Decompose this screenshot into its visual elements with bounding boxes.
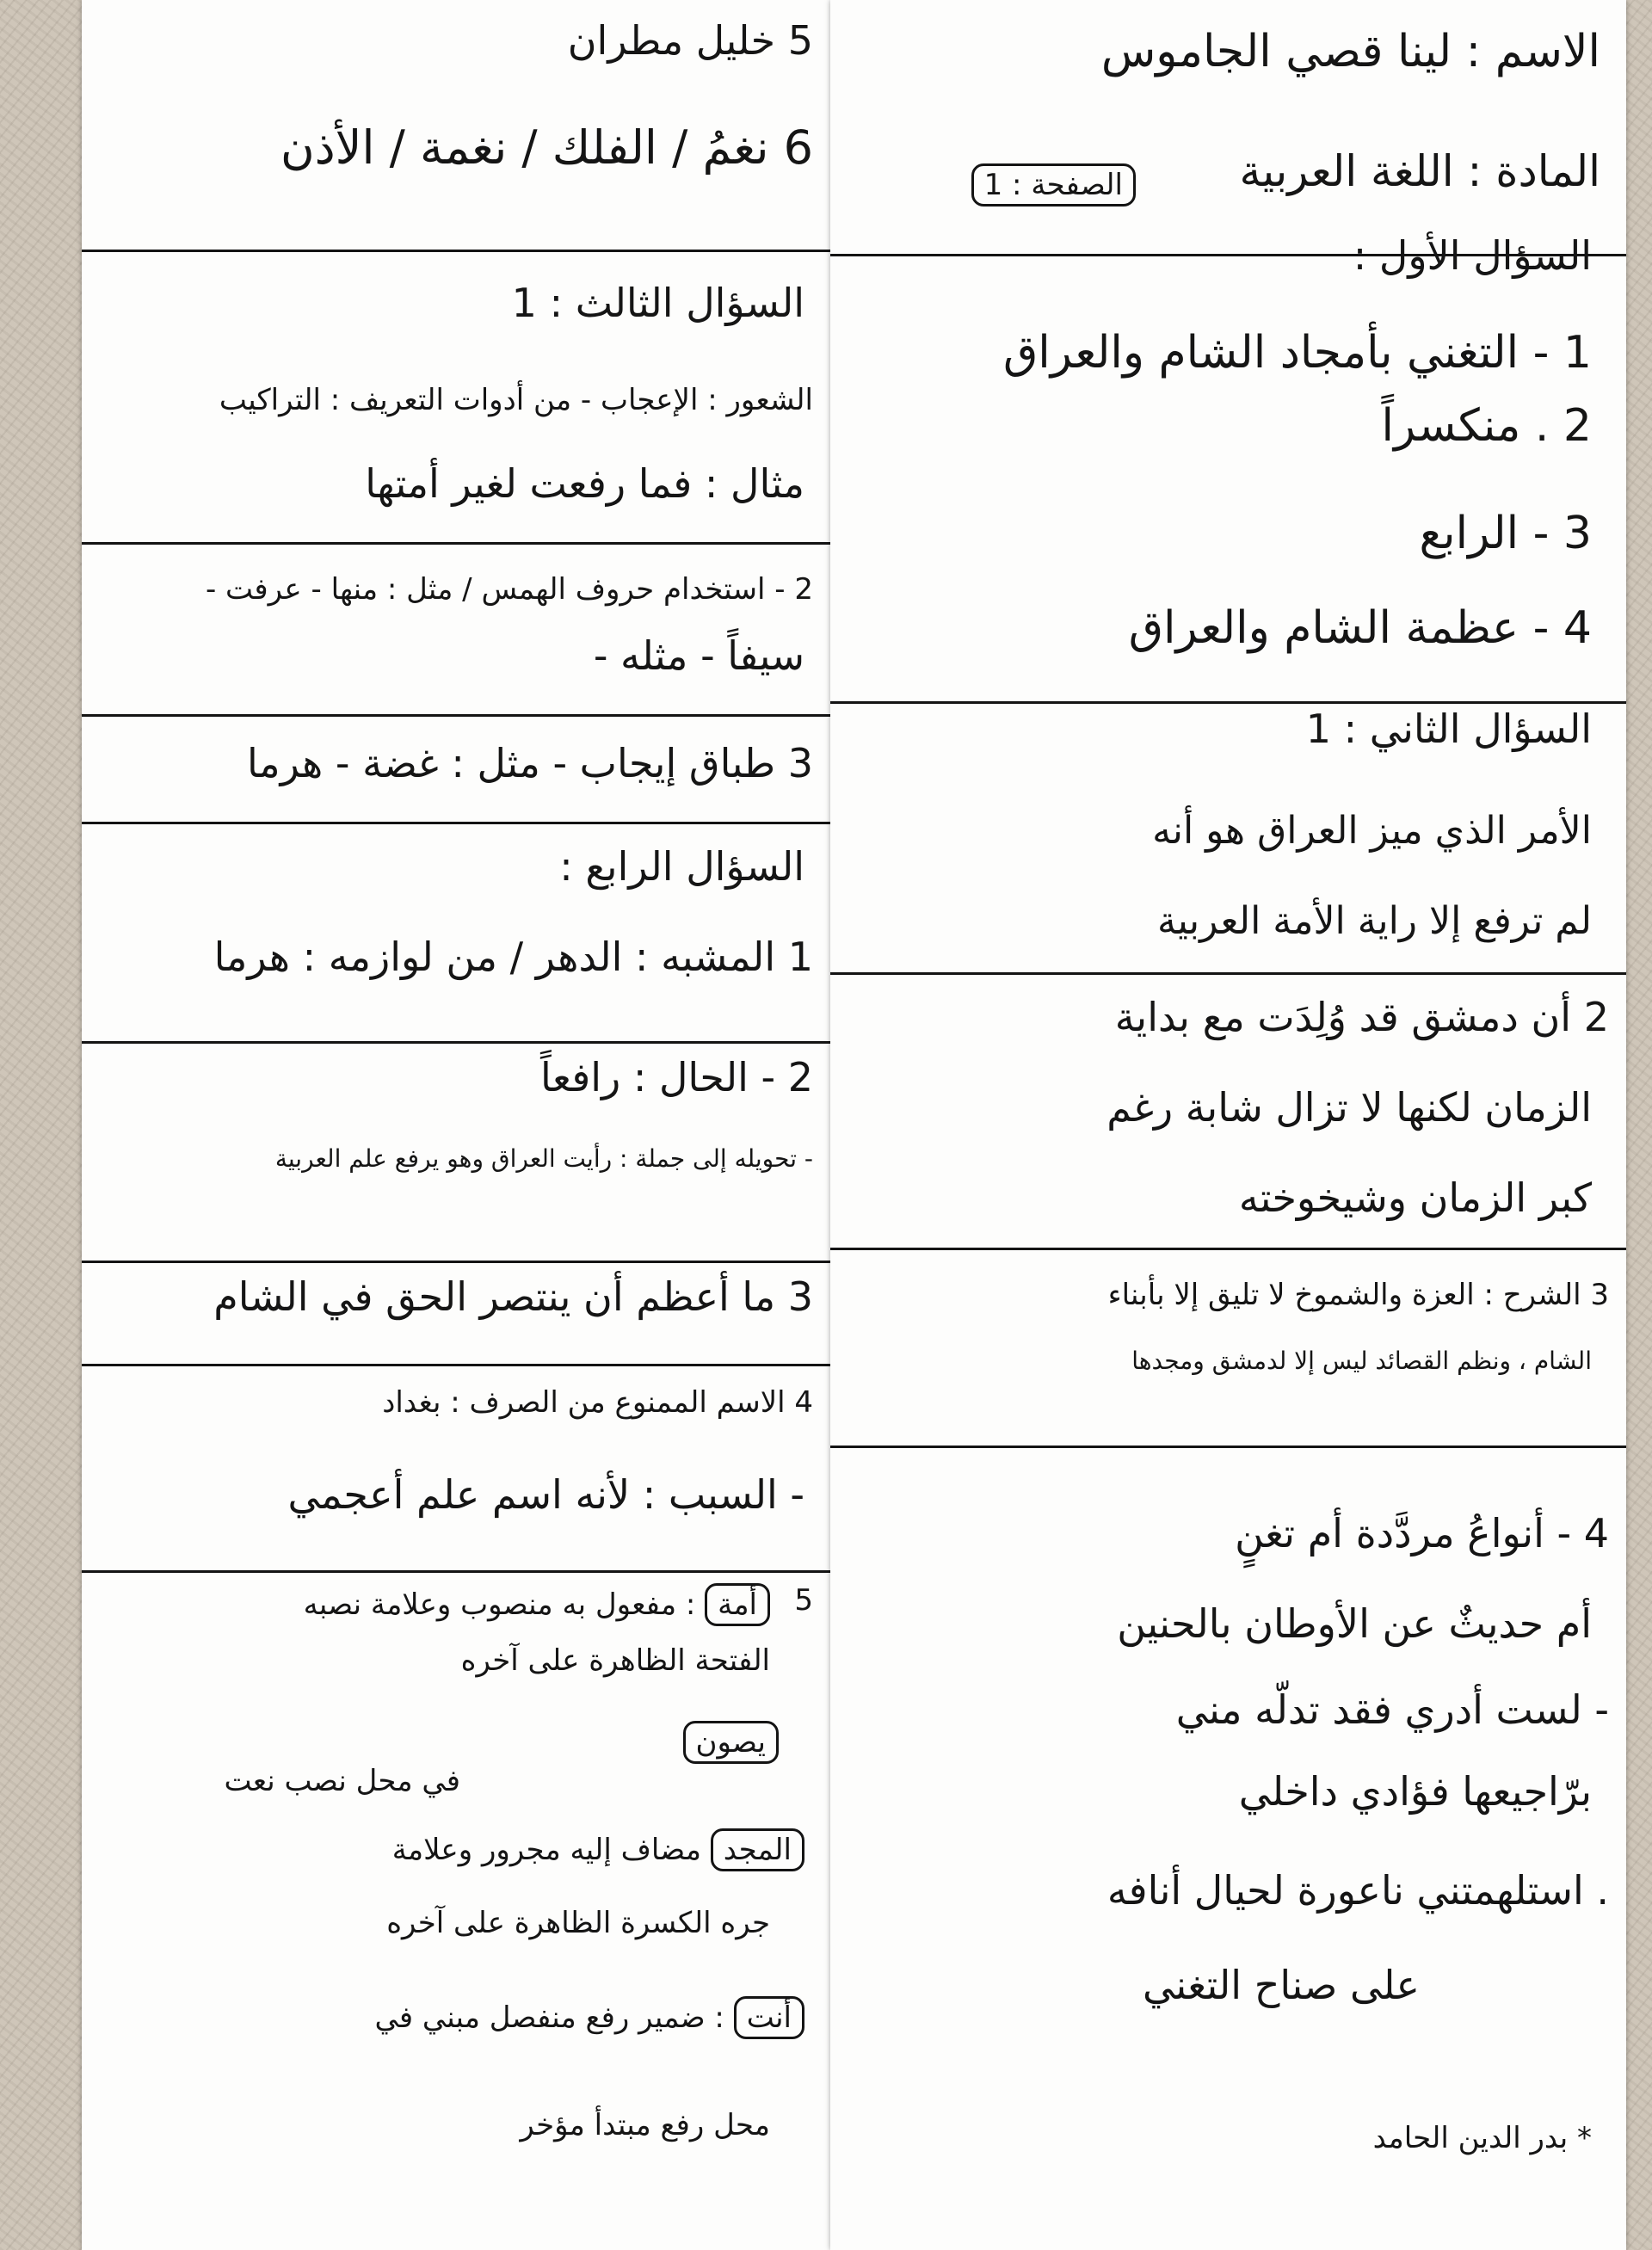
q1-item-2: 2 . منكسراً xyxy=(1381,400,1592,452)
parse-line: : مفعول به منصوب وعلامة نصبه xyxy=(303,1587,696,1622)
divider xyxy=(830,1248,1626,1250)
divider xyxy=(82,1041,830,1044)
poet-footnote: * بدر الدين الحامد xyxy=(1372,2121,1592,2155)
page-number-label: الصفحة : 1 xyxy=(971,163,1136,207)
q1-item-3: 3 - الرابع xyxy=(1419,508,1592,559)
parse-line: الفتحة الظاهرة على آخره xyxy=(460,1643,770,1678)
q4-a4-line-2: - السبب : لأنه اسم علم أعجمي xyxy=(287,1471,804,1518)
q2-a4-line-4: برّاجيعها فؤادي داخلي xyxy=(1238,1768,1592,1815)
divider xyxy=(82,542,830,545)
divider xyxy=(82,1364,830,1366)
q1-item-1: 1 - التغني بأمجاد الشام والعراق xyxy=(1002,327,1592,379)
q2-a2-line-1: 2 أن دمشق قد وُلِدَت مع بداية xyxy=(1114,994,1609,1040)
page-number-box xyxy=(971,163,1136,207)
q2-title: السؤال الثاني : 1 xyxy=(1305,706,1592,752)
q2-a4-line-1: 4 - أنواعُ مردَّدة أم تغنٍ xyxy=(1235,1510,1609,1557)
parse-word-yasoon xyxy=(683,1721,779,1764)
divider xyxy=(82,1570,830,1573)
subject-line: المادة : اللغة العربية xyxy=(1239,146,1600,196)
divider xyxy=(82,1261,830,1263)
parse-entry-ummah xyxy=(304,1583,770,1626)
parse-word-anta: أنت xyxy=(734,1996,804,2039)
q3-title: السؤال الثالث : 1 xyxy=(511,280,804,326)
q3-a2-line-1: 2 - استخدام حروف الهمس / مثل : منها - عرفت - xyxy=(205,572,813,607)
q2-a4-line-3: - لست أدري فقد تدلّه مني xyxy=(1175,1686,1609,1733)
answer-sheet-left xyxy=(82,0,830,2250)
divider xyxy=(82,250,830,252)
parse-word-ummah: أمة xyxy=(705,1583,770,1626)
divider xyxy=(830,1446,1626,1448)
q3-a2-line-2: سيفاً - مثله - xyxy=(593,632,804,679)
parse-line: جره الكسرة الظاهرة على آخره xyxy=(386,1906,770,1940)
parse-line: : ضمير رفع منفصل مبني في xyxy=(374,2000,724,2035)
q4-a4-line-1: 4 الاسم الممنوع من الصرف : بغداد xyxy=(382,1385,813,1420)
parse-word-majd: المجد xyxy=(711,1828,804,1871)
q2-a2-line-2: الزمان لكنها لا تزال شابة رغم xyxy=(1106,1084,1592,1131)
q2-a4-line-6: على صناح التغني xyxy=(1143,1962,1420,2008)
q4-a2-line-1: 2 - الحال : رافعاً xyxy=(540,1054,813,1100)
q2-a3-line-1: 3 الشرح : العزة والشموخ لا تليق إلا بأبناء xyxy=(1107,1278,1609,1312)
parse-entry-anta xyxy=(375,1996,804,2039)
q3-a3: 3 طباق إيجاب - مثل : غضة - هرما xyxy=(246,740,813,786)
q4-a3: 3 ما أعظم أن ينتصر الحق في الشام xyxy=(213,1273,813,1320)
q2-a1-line-1: الأمر الذي ميز العراق هو أنه xyxy=(1152,809,1592,853)
q3-line-1: الشعور : الإعجاب - من أدوات التعريف : التراكيب xyxy=(219,383,813,417)
q1-title: السؤال الأول : xyxy=(1353,232,1592,279)
divider xyxy=(82,822,830,824)
item-5-answer: 5 خليل مطران xyxy=(567,17,813,64)
q2-a4-line-5: . استلهمتني ناعورة لحيال أنافه xyxy=(1106,1867,1609,1914)
parse-line: محل رفع مبتدأ مؤخر xyxy=(520,2108,770,2142)
q4-a1: 1 المشبه : الدهر / من لوازمه : هرما xyxy=(213,934,813,980)
q1-item-4: 4 - عظمة الشام والعراق xyxy=(1128,602,1592,654)
q4-title: السؤال الرابع : xyxy=(559,843,804,890)
q4-a2-line-2: - تحويله إلى جملة : رأيت العراق وهو يرفع علم العربية xyxy=(274,1144,813,1173)
q2-a1-line-2: لم ترفع إلا راية الأمة العربية xyxy=(1157,899,1592,943)
answer-sheet-right xyxy=(830,0,1626,2250)
divider xyxy=(830,701,1626,704)
parse-word-box: يصون xyxy=(683,1721,779,1764)
item-6-answer: 6 نغمُ / الفلك / نغمة / الأذن xyxy=(280,120,813,175)
divider xyxy=(830,972,1626,975)
parse-line: في محل نصب نعت xyxy=(224,1764,460,1798)
q2-a3-line-2: الشام ، ونظم القصائد ليس إلا لدمشق ومجدها xyxy=(1131,1347,1592,1375)
student-name: الاسم : لينا قصي الجاموس xyxy=(1100,26,1600,77)
parse-entry-majd xyxy=(392,1828,804,1871)
q4-a5-intro: 5 xyxy=(794,1583,813,1618)
q2-a2-line-3: كبر الزمان وشيخوخته xyxy=(1238,1174,1592,1221)
q2-a4-line-2: أم حديثٌ عن الأوطان بالحنين xyxy=(1117,1600,1592,1647)
divider xyxy=(82,714,830,717)
parse-line: مضاف إليه مجرور وعلامة xyxy=(391,1833,701,1867)
q3-line-2: مثال : فما رفعت لغير أمتها xyxy=(365,460,804,507)
